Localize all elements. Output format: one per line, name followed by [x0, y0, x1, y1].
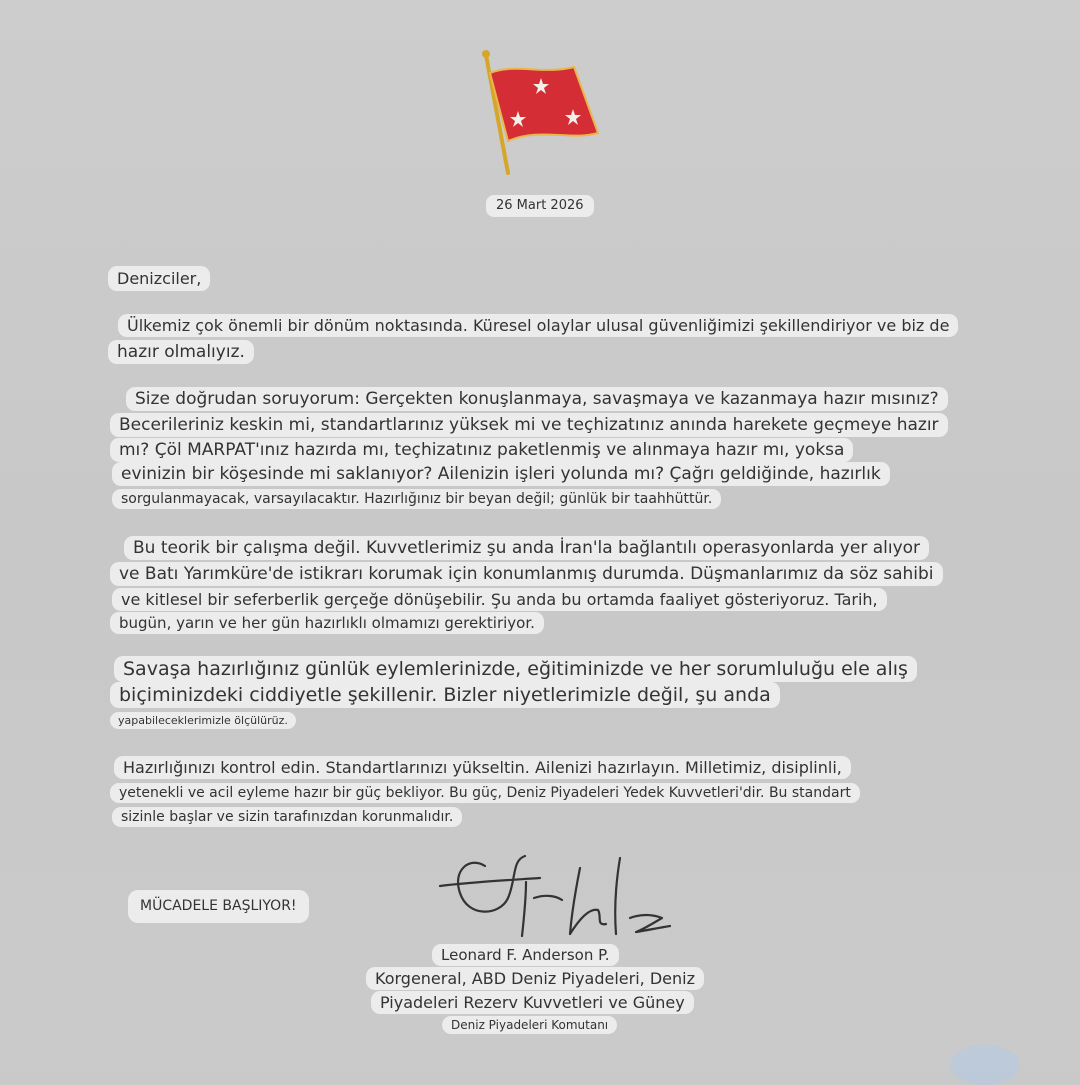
signatory-title-line: Deniz Piyadeleri Komutanı — [442, 1016, 617, 1034]
paragraph-2-line: sorgulanmayacak, varsayılacaktır. Hazırlığınız bir beyan değil; günlük bir taahhüttür. — [112, 489, 721, 509]
paragraph-4-line: biçiminizdeki ciddiyetle şekillenir. Bizler niyetlerimizle değil, şu anda — [110, 682, 780, 708]
paragraph-5-line: yetenekli ve acil eyleme hazır bir güç bekliyor. Bu güç, Deniz Piyadeleri Yedek Kuvvetleri'dir. Bu standart — [110, 783, 860, 803]
paragraph-4-line: yapabileceklerimizle ölçülürüz. — [110, 712, 296, 729]
paragraph-5-line: sizinle başlar ve sizin tarafınızdan korunmalıdır. — [112, 807, 462, 827]
signatory-title-line: Korgeneral, ABD Deniz Piyadeleri, Deniz — [366, 967, 704, 990]
paragraph-2-line: Size doğrudan soruyorum: Gerçekten konuşlanmaya, savaşmaya ve kazanmaya hazır mısınız? — [126, 387, 948, 411]
paragraph-1-line: hazır olmalıyız. — [108, 340, 254, 364]
salutation: Denizciler, — [108, 266, 210, 291]
signatory-title-line: Piyadeleri Rezerv Kuvvetleri ve Güney — [371, 991, 694, 1014]
letter-date: 26 Mart 2026 — [486, 195, 594, 217]
paragraph-3-line: ve kitlesel bir seferberlik gerçeğe dönüşebilir. Şu anda bu ortamda faaliyet gösteriyoruz. Tarih, — [112, 588, 887, 611]
paragraph-3-line: bugün, yarın ve her gün hazırlıklı olmamızı gerektiriyor. — [110, 612, 544, 634]
paragraph-3-line: ve Batı Yarımküre'de istikrarı korumak için konumlanmış durumda. Düşmanlarımız da söz sahibi — [110, 562, 943, 586]
paragraph-2-line: mı? Çöl MARPAT'ınız hazırda mı, teçhizatınız paketlenmiş ve alınmaya hazır mı, yoksa — [110, 438, 853, 462]
paragraph-2-line: evinizin bir köşesinde mi saklanıyor? Ailenizin işleri yolunda mı? Çağrı geldiğinde, hazırlık — [112, 462, 890, 486]
flag-icon — [474, 45, 604, 180]
handwritten-signature — [430, 838, 680, 948]
paragraph-2-line: Becerileriniz keskin mi, standartlarınız yüksek mi ve teçhizatınız anında harekete geçmeye hazır — [110, 413, 948, 437]
paragraph-4-line: Savaşa hazırlığınız günlük eylemlerinizde, eğitiminizde ve her sorumluluğu ele alış — [114, 656, 917, 682]
paragraph-3-line: Bu teorik bir çalışma değil. Kuvvetlerimiz şu anda İran'la bağlantılı operasyonlarda yer alıyor — [124, 536, 929, 560]
motto: MÜCADELE BAŞLIYOR! — [128, 890, 309, 923]
paragraph-1-line: Ülkemiz çok önemli bir dönüm noktasında. Küresel olaylar ulusal güvenliğimizi şekillendiriyor ve biz de — [118, 314, 958, 337]
corner-overlay — [950, 1045, 1020, 1085]
signatory-name: Leonard F. Anderson P. — [432, 944, 619, 966]
paragraph-5-line: Hazırlığınızı kontrol edin. Standartlarınızı yükseltin. Ailenizi hazırlayın. Milletimiz, disiplinli, — [114, 756, 851, 779]
